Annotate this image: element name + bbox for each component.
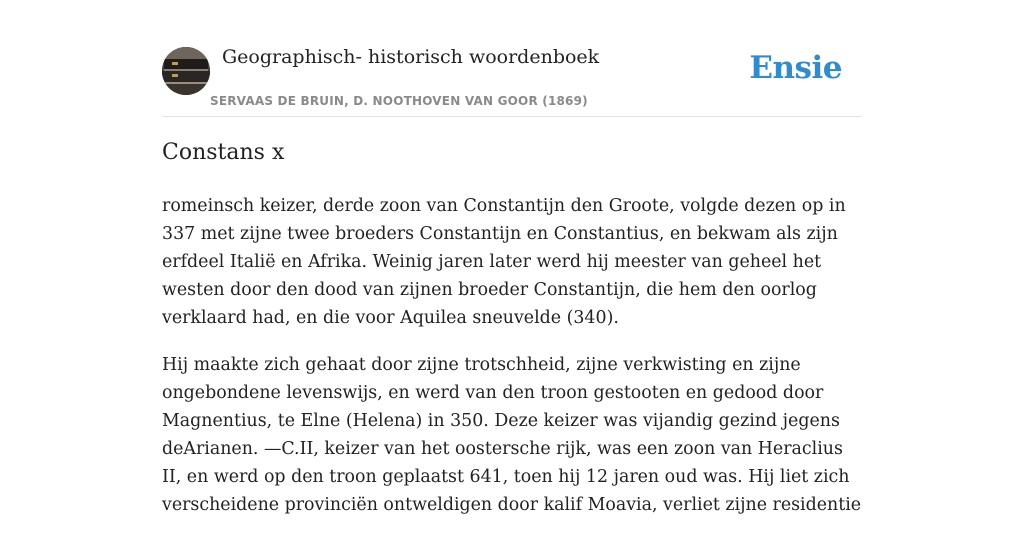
page-container xyxy=(162,0,862,515)
entry-paragraph: romeinsch keizer, derde zoon van Constantijn den Groote, volgde dezen op in 337 met zijne twee broeders Constantijn en Constantius, en bekwam als zijn erfdeel Italië en Afrika. Weinig jaren later werd hij meester van geheel het westen door den dood van zijnen broeder Constantijn, die hem den oorlog verklaard had, en die voor Aquilea sneuvelde (340). xyxy=(162,196,846,328)
entry-title: Constans x xyxy=(162,140,285,165)
book-authors-year: SERVAAS DE BRUIN, D. NOOTHOVEN VAN GOOR (1869) xyxy=(210,94,588,108)
book-title[interactable]: Geographisch- historisch woordenboek xyxy=(222,46,600,68)
book-header xyxy=(162,0,862,117)
entry-body xyxy=(162,192,862,538)
entry-paragraph: Hij maakte zich gehaat door zijne trotschheid, zijne verkwisting en zijne ongebondene levenswijs, en werd van den troon gestooten en gedood door Magnentius, te Elne (Helena) in 350. Deze keizer was vijandig gezind jegens deArianen. —C.II, keizer van het oostersche rijk, was een zoon van Heraclius II, en werd op den troon geplaatst 641, toen hij 12 jaren oud was. Hij liet zich verscheidene provinciën ontweldigen door kalif Moavia, verliet zijne residentie xyxy=(162,355,862,515)
book-cover-icon xyxy=(162,47,210,95)
ensie-logo[interactable]: Ensie xyxy=(749,50,842,86)
book-cover-thumbnail[interactable] xyxy=(162,47,210,95)
